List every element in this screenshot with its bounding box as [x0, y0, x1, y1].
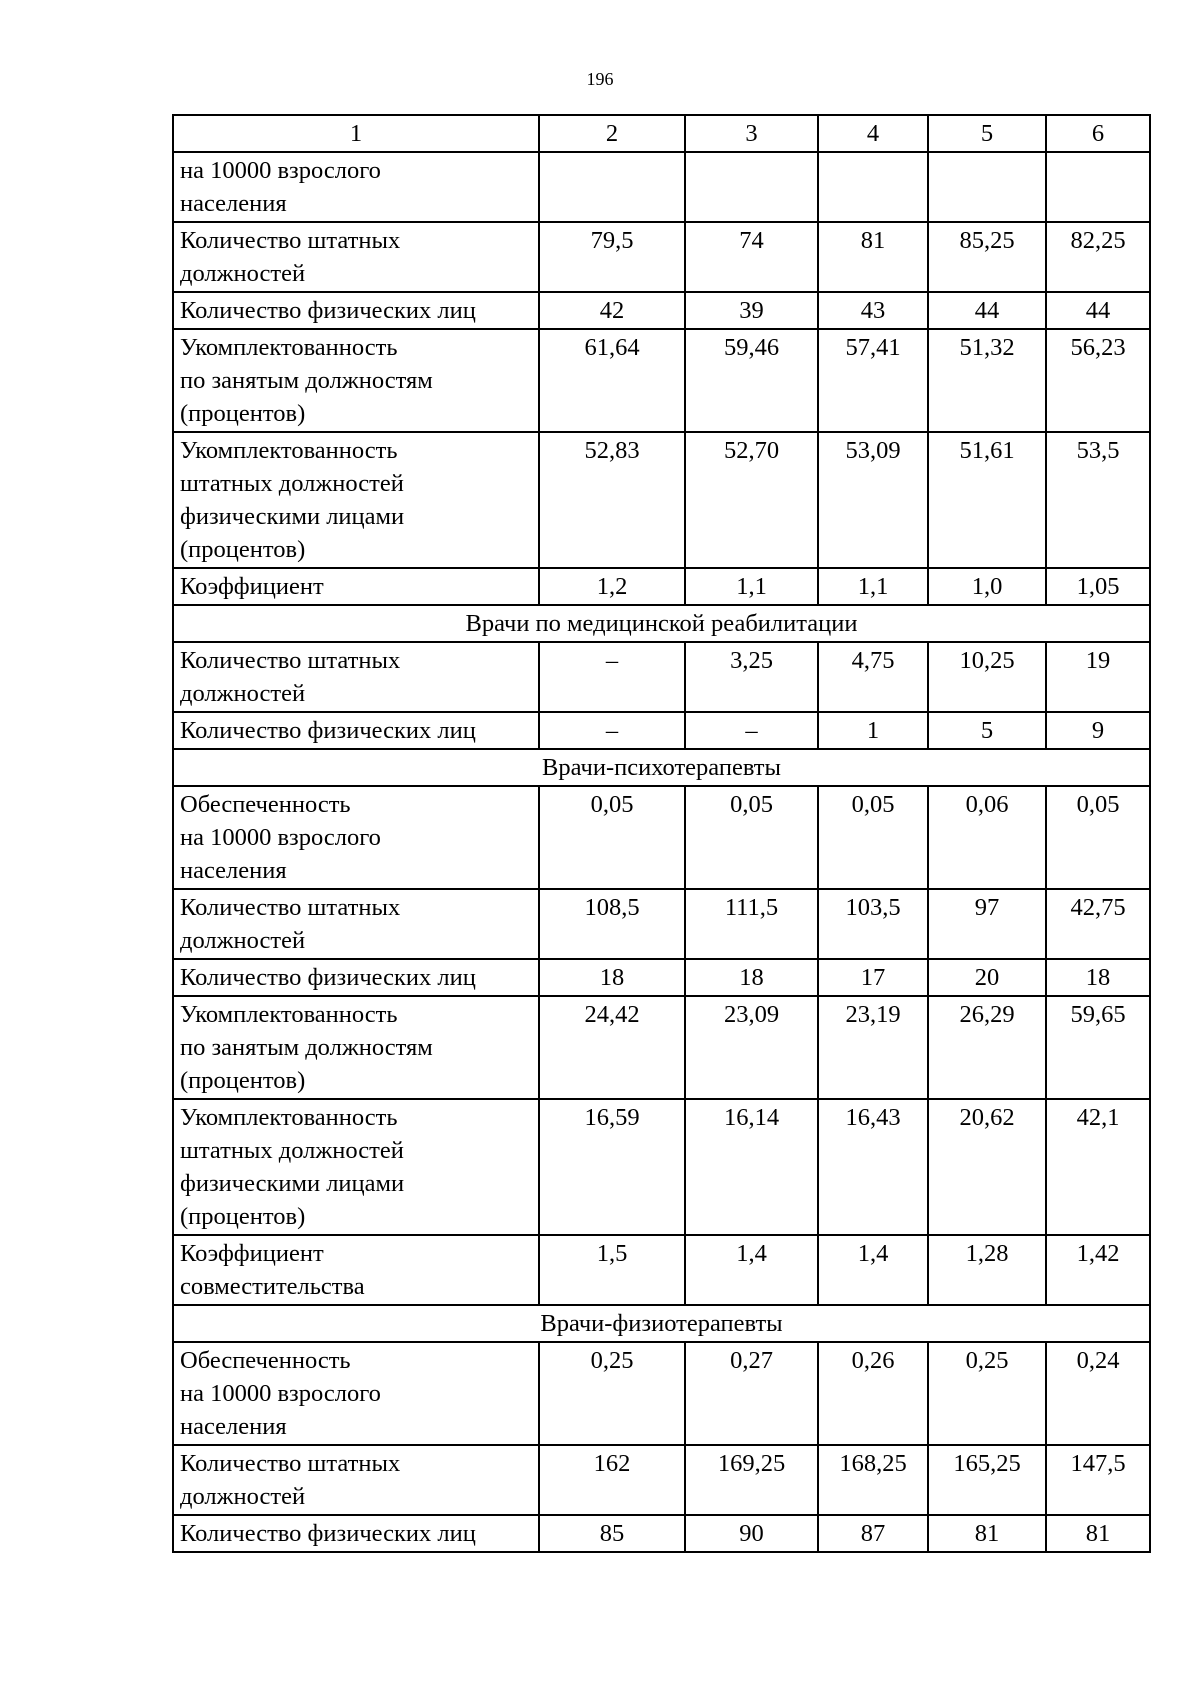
table-cell: –: [685, 712, 818, 749]
row-label: Количество штатных должностей: [173, 222, 539, 292]
table-cell: 43: [818, 292, 928, 329]
table-cell: 23,19: [818, 996, 928, 1099]
table-cell: 18: [539, 959, 685, 996]
section-title: Врачи по медицинской реабилитации: [173, 605, 1150, 642]
table-cell: 16,14: [685, 1099, 818, 1235]
column-header: 1: [173, 115, 539, 152]
table-cell: 111,5: [685, 889, 818, 959]
table-cell: 57,41: [818, 329, 928, 432]
table-cell: 85: [539, 1515, 685, 1552]
table-cell: 0,05: [818, 786, 928, 889]
column-header: 4: [818, 115, 928, 152]
table-cell: 44: [928, 292, 1046, 329]
row-label: Количество физических лиц: [173, 712, 539, 749]
row-label: Укомплектованность штатных должностей физическими лицами (процентов): [173, 1099, 539, 1235]
table-cell: 17: [818, 959, 928, 996]
row-label: Обеспеченность на 10000 взрослого населения: [173, 1342, 539, 1445]
row-label: Количество физических лиц: [173, 292, 539, 329]
table-cell: [818, 152, 928, 222]
table-row: [173, 996, 1150, 1099]
table-cell: 42,75: [1046, 889, 1150, 959]
table-cell: 0,26: [818, 1342, 928, 1445]
table-cell: [1046, 152, 1150, 222]
table-cell: 26,29: [928, 996, 1046, 1099]
table-cell: 23,09: [685, 996, 818, 1099]
section-header-row: [173, 1305, 1150, 1342]
table-cell: [685, 152, 818, 222]
table-cell: 0,24: [1046, 1342, 1150, 1445]
table-cell: 87: [818, 1515, 928, 1552]
table-row: [173, 889, 1150, 959]
table-cell: [539, 152, 685, 222]
column-header: 2: [539, 115, 685, 152]
table-body: [173, 115, 1150, 1552]
table-cell: 44: [1046, 292, 1150, 329]
table-cell: 19: [1046, 642, 1150, 712]
table-cell: 42,1: [1046, 1099, 1150, 1235]
table-cell: 3,25: [685, 642, 818, 712]
table-cell: 18: [1046, 959, 1150, 996]
table-cell: 0,06: [928, 786, 1046, 889]
column-header: 5: [928, 115, 1046, 152]
section-header-row: [173, 605, 1150, 642]
table-cell: 0,05: [1046, 786, 1150, 889]
row-label: Коэффициент совместительства: [173, 1235, 539, 1305]
table-cell: 97: [928, 889, 1046, 959]
table-cell: 1,42: [1046, 1235, 1150, 1305]
table-row: [173, 292, 1150, 329]
table-cell: 53,09: [818, 432, 928, 568]
table-cell: 79,5: [539, 222, 685, 292]
table-cell: 52,70: [685, 432, 818, 568]
table-row: [173, 1235, 1150, 1305]
table-cell: 81: [928, 1515, 1046, 1552]
table-cell: 9: [1046, 712, 1150, 749]
table-row: [173, 432, 1150, 568]
table-cell: 16,43: [818, 1099, 928, 1235]
page-number: 196: [586, 69, 614, 89]
table-row: [173, 1099, 1150, 1235]
table-row: [173, 712, 1150, 749]
table-cell: 5: [928, 712, 1046, 749]
table-cell: 16,59: [539, 1099, 685, 1235]
table-row: [173, 568, 1150, 605]
table-cell: 1: [818, 712, 928, 749]
table-cell: 51,32: [928, 329, 1046, 432]
table-cell: 81: [818, 222, 928, 292]
section-title: Врачи-психотерапевты: [173, 749, 1150, 786]
table-cell: 85,25: [928, 222, 1046, 292]
table-row: [173, 786, 1150, 889]
row-label: Количество физических лиц: [173, 959, 539, 996]
table-cell: 0,05: [539, 786, 685, 889]
row-label: Количество физических лиц: [173, 1515, 539, 1552]
table-row: [173, 1342, 1150, 1445]
table-cell: 1,4: [818, 1235, 928, 1305]
table-cell: 168,25: [818, 1445, 928, 1515]
row-label: Коэффициент: [173, 568, 539, 605]
table-cell: 18: [685, 959, 818, 996]
section-title: Врачи-физиотерапевты: [173, 1305, 1150, 1342]
table-cell: 20: [928, 959, 1046, 996]
table-cell: 4,75: [818, 642, 928, 712]
table-cell: 1,2: [539, 568, 685, 605]
row-label: Количество штатных должностей: [173, 642, 539, 712]
table-cell: 1,05: [1046, 568, 1150, 605]
column-header: 3: [685, 115, 818, 152]
row-label: Количество штатных должностей: [173, 889, 539, 959]
table-cell: 0,25: [928, 1342, 1046, 1445]
table-cell: 169,25: [685, 1445, 818, 1515]
table-row: [173, 222, 1150, 292]
table-row: [173, 329, 1150, 432]
table-row: [173, 1515, 1150, 1552]
table-cell: 74: [685, 222, 818, 292]
table-cell: 61,64: [539, 329, 685, 432]
section-header-row: [173, 749, 1150, 786]
table-cell: 20,62: [928, 1099, 1046, 1235]
table-cell: –: [539, 712, 685, 749]
table-cell: 81: [1046, 1515, 1150, 1552]
table-cell: 51,61: [928, 432, 1046, 568]
table-cell: 42: [539, 292, 685, 329]
table-cell: 1,28: [928, 1235, 1046, 1305]
row-label: на 10000 взрослого населения: [173, 152, 539, 222]
statistics-table: [172, 114, 1151, 1553]
table-cell: 59,46: [685, 329, 818, 432]
table-cell: 59,65: [1046, 996, 1150, 1099]
table-cell: 162: [539, 1445, 685, 1515]
table-cell: 1,4: [685, 1235, 818, 1305]
table-cell: 1,0: [928, 568, 1046, 605]
row-label: Количество штатных должностей: [173, 1445, 539, 1515]
table-cell: 103,5: [818, 889, 928, 959]
table-cell: 53,5: [1046, 432, 1150, 568]
table-cell: 52,83: [539, 432, 685, 568]
table-cell: 56,23: [1046, 329, 1150, 432]
row-label: Укомплектованность штатных должностей физическими лицами (процентов): [173, 432, 539, 568]
table-cell: 147,5: [1046, 1445, 1150, 1515]
table-cell: 82,25: [1046, 222, 1150, 292]
table-cell: 0,05: [685, 786, 818, 889]
table-row: [173, 959, 1150, 996]
table-row: [173, 1445, 1150, 1515]
table-cell: 165,25: [928, 1445, 1046, 1515]
table-cell: 1,5: [539, 1235, 685, 1305]
table-cell: [928, 152, 1046, 222]
row-label: Обеспеченность на 10000 взрослого населения: [173, 786, 539, 889]
table-row: [173, 152, 1150, 222]
table-cell: 0,27: [685, 1342, 818, 1445]
table-cell: 108,5: [539, 889, 685, 959]
table-cell: 1,1: [818, 568, 928, 605]
table-cell: –: [539, 642, 685, 712]
table-cell: 1,1: [685, 568, 818, 605]
table-cell: 0,25: [539, 1342, 685, 1445]
table-cell: 24,42: [539, 996, 685, 1099]
table-row: [173, 642, 1150, 712]
row-label: Укомплектованность по занятым должностям (процентов): [173, 329, 539, 432]
table-header-row: [173, 115, 1150, 152]
row-label: Укомплектованность по занятым должностям (процентов): [173, 996, 539, 1099]
column-header: 6: [1046, 115, 1150, 152]
table-cell: 39: [685, 292, 818, 329]
table-cell: 10,25: [928, 642, 1046, 712]
table-cell: 90: [685, 1515, 818, 1552]
